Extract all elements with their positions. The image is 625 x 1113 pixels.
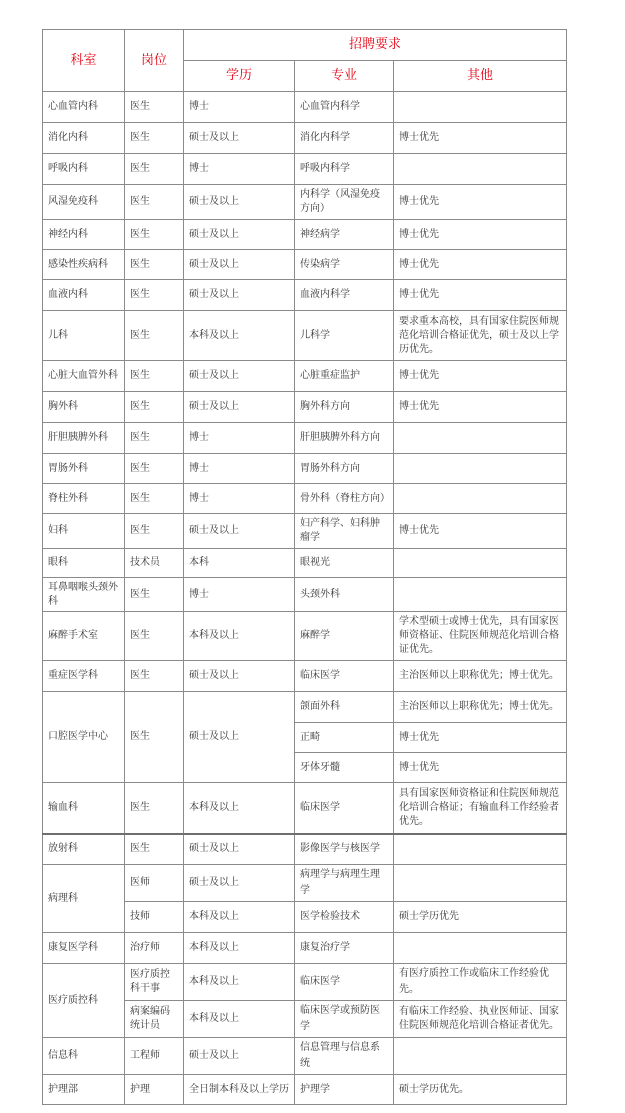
table-row [43, 692, 567, 723]
recruitment-table-container [42, 29, 566, 1105]
cell-position: 工程师 [125, 1038, 184, 1075]
cell-major: 康复治疗学 [295, 933, 394, 964]
cell-position: 医生 [125, 92, 184, 123]
cell-education: 本科及以上 [184, 783, 295, 834]
cell-education: 博士 [184, 578, 295, 612]
table-row [43, 933, 567, 964]
table-body [43, 92, 567, 1105]
table-row [43, 361, 567, 392]
cell-other: 具有国家医师资格证和住院医师规范化培训合格证；有输血科工作经验者优先。 [394, 783, 567, 834]
cell-major: 信息管理与信息系统 [295, 1038, 394, 1075]
cell-dept: 妇科 [43, 514, 125, 549]
cell-education: 博士 [184, 423, 295, 454]
cell-position: 病案编码统计员 [125, 1001, 184, 1038]
table-row [43, 280, 567, 311]
cell-major: 临床医学 [295, 661, 394, 692]
table-row [43, 964, 567, 1001]
cell-major: 骨外科（脊柱方向） [295, 484, 394, 514]
cell-education: 硕士及以上 [184, 834, 295, 865]
cell-major: 病理学与病理生理学 [295, 865, 394, 902]
cell-dept: 血液内科 [43, 280, 125, 311]
table-row [43, 92, 567, 123]
cell-position: 医生 [125, 578, 184, 612]
cell-dept: 麻醉手术室 [43, 612, 125, 661]
cell-education: 硕士及以上 [184, 1038, 295, 1075]
cell-major: 消化内科学 [295, 123, 394, 154]
table-row [43, 185, 567, 220]
cell-education: 本科及以上 [184, 902, 295, 933]
cell-position: 医生 [125, 185, 184, 220]
cell-major: 临床医学或预防医学 [295, 1001, 394, 1038]
cell-position: 医生 [125, 454, 184, 484]
cell-dept: 消化内科 [43, 123, 125, 154]
cell-position: 医生 [125, 692, 184, 783]
cell-education: 本科及以上 [184, 964, 295, 1001]
table-row [43, 514, 567, 549]
cell-education: 硕士及以上 [184, 392, 295, 423]
cell-dept: 胃肠外科 [43, 454, 125, 484]
cell-education: 硕士及以上 [184, 361, 295, 392]
cell-education: 本科及以上 [184, 933, 295, 964]
cell-major: 牙体牙髓 [295, 753, 394, 783]
cell-position: 治疗师 [125, 933, 184, 964]
cell-education: 硕士及以上 [184, 865, 295, 902]
table-row [43, 484, 567, 514]
cell-position: 医生 [125, 423, 184, 454]
cell-education: 硕士及以上 [184, 250, 295, 280]
cell-other: 博士优先 [394, 723, 567, 753]
cell-dept: 耳鼻咽喉头颈外科 [43, 578, 125, 612]
cell-education: 博士 [184, 454, 295, 484]
table-row [43, 865, 567, 902]
cell-major: 传染病学 [295, 250, 394, 280]
cell-other [394, 423, 567, 454]
cell-other: 要求重本高校，具有国家住院医师规范化培训合格证优先，硕士及以上学历优先。 [394, 311, 567, 361]
cell-other [394, 484, 567, 514]
cell-other [394, 454, 567, 484]
cell-other [394, 1038, 567, 1075]
cell-dept: 输血科 [43, 783, 125, 834]
header-other: 其他 [394, 61, 567, 92]
cell-major: 心血管内科学 [295, 92, 394, 123]
cell-position: 医疗质控科干事 [125, 964, 184, 1001]
cell-position: 医生 [125, 154, 184, 185]
cell-dept: 脊柱外科 [43, 484, 125, 514]
cell-dept: 护理部 [43, 1075, 125, 1105]
table-row [43, 311, 567, 361]
table-row [43, 250, 567, 280]
cell-position: 医生 [125, 361, 184, 392]
cell-education: 硕士及以上 [184, 692, 295, 783]
cell-major: 临床医学 [295, 783, 394, 834]
cell-dept: 放射科 [43, 834, 125, 865]
cell-education: 博士 [184, 154, 295, 185]
cell-position: 医生 [125, 484, 184, 514]
cell-dept: 心血管内科 [43, 92, 125, 123]
table-row [43, 392, 567, 423]
cell-position: 医师 [125, 865, 184, 902]
cell-major: 内科学（风湿免疫方向） [295, 185, 394, 220]
cell-education: 本科 [184, 549, 295, 578]
cell-other [394, 154, 567, 185]
table-row [43, 454, 567, 484]
cell-dept: 儿科 [43, 311, 125, 361]
table-row [43, 612, 567, 661]
cell-major: 颌面外科 [295, 692, 394, 723]
cell-dept: 胸外科 [43, 392, 125, 423]
cell-other: 博士优先 [394, 185, 567, 220]
cell-position: 医生 [125, 311, 184, 361]
cell-other [394, 834, 567, 865]
cell-education: 博士 [184, 484, 295, 514]
table-row [43, 123, 567, 154]
cell-position: 医生 [125, 834, 184, 865]
cell-other: 博士优先 [394, 753, 567, 783]
recruitment-table [42, 29, 567, 1105]
table-row [43, 834, 567, 865]
cell-dept: 医疗质控科 [43, 964, 125, 1038]
cell-position: 医生 [125, 661, 184, 692]
table-row [43, 220, 567, 250]
table-row [43, 154, 567, 185]
cell-major: 影像医学与核医学 [295, 834, 394, 865]
header-requirements: 招聘要求 [184, 30, 567, 61]
cell-major: 胸外科方向 [295, 392, 394, 423]
cell-education: 硕士及以上 [184, 185, 295, 220]
cell-dept: 病理科 [43, 865, 125, 933]
cell-other [394, 549, 567, 578]
cell-major: 呼吸内科学 [295, 154, 394, 185]
cell-other: 博士优先 [394, 280, 567, 311]
cell-dept: 康复医学科 [43, 933, 125, 964]
cell-education: 硕士及以上 [184, 123, 295, 154]
cell-dept: 风湿免疫科 [43, 185, 125, 220]
cell-position: 医生 [125, 250, 184, 280]
cell-education: 博士 [184, 92, 295, 123]
cell-position: 医生 [125, 612, 184, 661]
cell-major: 肝胆胰脾外科方向 [295, 423, 394, 454]
header-dept: 科室 [43, 30, 125, 92]
cell-other: 硕士学历优先 [394, 902, 567, 933]
cell-dept: 口腔医学中心 [43, 692, 125, 783]
cell-major: 正畸 [295, 723, 394, 753]
cell-other [394, 92, 567, 123]
table-row [43, 423, 567, 454]
cell-other: 博士优先 [394, 250, 567, 280]
cell-dept: 神经内科 [43, 220, 125, 250]
cell-position: 医生 [125, 392, 184, 423]
cell-dept: 感染性疾病科 [43, 250, 125, 280]
cell-dept: 肝胆胰脾外科 [43, 423, 125, 454]
table-row [43, 1038, 567, 1075]
cell-major: 神经病学 [295, 220, 394, 250]
cell-dept: 信息科 [43, 1038, 125, 1075]
cell-position: 医生 [125, 280, 184, 311]
cell-education: 硕士及以上 [184, 280, 295, 311]
cell-education: 硕士及以上 [184, 661, 295, 692]
table-row [43, 549, 567, 578]
cell-dept: 眼科 [43, 549, 125, 578]
cell-dept: 重症医学科 [43, 661, 125, 692]
cell-major: 麻醉学 [295, 612, 394, 661]
cell-major: 血液内科学 [295, 280, 394, 311]
table-row [43, 1075, 567, 1105]
cell-position: 医生 [125, 783, 184, 834]
cell-education: 硕士及以上 [184, 514, 295, 549]
cell-education: 本科及以上 [184, 1001, 295, 1038]
cell-education: 本科及以上 [184, 612, 295, 661]
table-row [43, 783, 567, 834]
cell-major: 头颈外科 [295, 578, 394, 612]
cell-other: 有医疗质控工作或临床工作经验优先。 [394, 964, 567, 1001]
cell-other [394, 865, 567, 902]
header-major: 专业 [295, 61, 394, 92]
cell-other [394, 933, 567, 964]
cell-position: 医生 [125, 220, 184, 250]
cell-other [394, 578, 567, 612]
cell-other: 主治医师以上职称优先；博士优先。 [394, 661, 567, 692]
cell-other: 博士优先 [394, 220, 567, 250]
cell-other: 硕士学历优先。 [394, 1075, 567, 1105]
cell-other: 博士优先 [394, 361, 567, 392]
cell-position: 护理 [125, 1075, 184, 1105]
cell-dept: 心脏大血管外科 [43, 361, 125, 392]
cell-education: 硕士及以上 [184, 220, 295, 250]
header-education: 学历 [184, 61, 295, 92]
cell-position: 技师 [125, 902, 184, 933]
cell-other: 学术型硕士或博士优先，具有国家医师资格证、住院医师规范化培训合格证优先。 [394, 612, 567, 661]
table-row [43, 661, 567, 692]
header-position: 岗位 [125, 30, 184, 92]
cell-major: 妇产科学、妇科肿瘤学 [295, 514, 394, 549]
cell-major: 医学检验技术 [295, 902, 394, 933]
cell-major: 胃肠外科方向 [295, 454, 394, 484]
cell-position: 医生 [125, 123, 184, 154]
cell-other: 主治医师以上职称优先；博士优先。 [394, 692, 567, 723]
cell-education: 全日制本科及以上学历 [184, 1075, 295, 1105]
cell-major: 眼视光 [295, 549, 394, 578]
table-row [43, 578, 567, 612]
cell-major: 护理学 [295, 1075, 394, 1105]
cell-other: 博士优先 [394, 392, 567, 423]
cell-dept: 呼吸内科 [43, 154, 125, 185]
cell-education: 本科及以上 [184, 311, 295, 361]
cell-major: 心脏重症监护 [295, 361, 394, 392]
cell-position: 技术员 [125, 549, 184, 578]
cell-other: 博士优先 [394, 123, 567, 154]
cell-position: 医生 [125, 514, 184, 549]
cell-major: 儿科学 [295, 311, 394, 361]
cell-other: 博士优先 [394, 514, 567, 549]
cell-major: 临床医学 [295, 964, 394, 1001]
cell-other: 有临床工作经验、执业医师证、国家住院医师规范化培训合格证者优先。 [394, 1001, 567, 1038]
